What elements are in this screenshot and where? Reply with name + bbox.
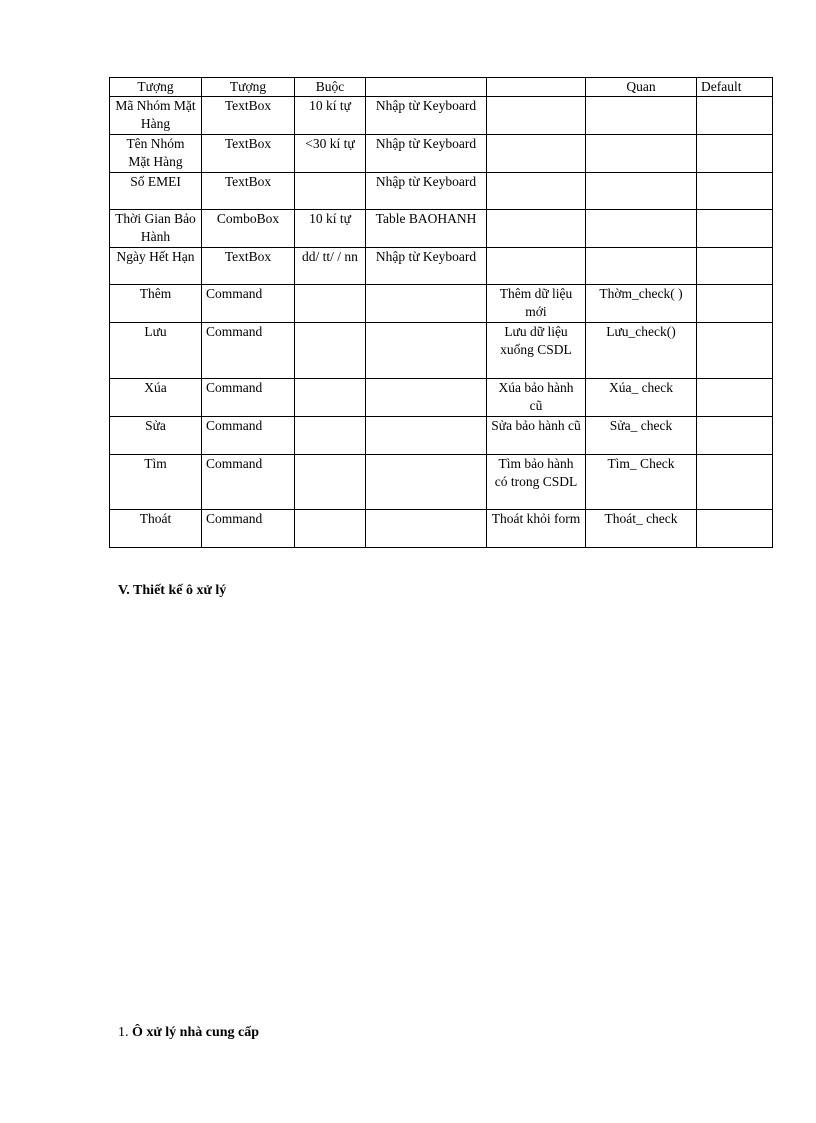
table-cell: Mã Nhóm Mặt Hàng (110, 97, 202, 135)
table-cell: Thời Gian Bảo Hành (110, 210, 202, 248)
table-cell: Command (202, 285, 295, 323)
table-cell: Tên Nhóm Mặt Hàng (110, 135, 202, 173)
table-cell: Command (202, 417, 295, 455)
table-cell (295, 455, 366, 510)
table-cell: Xúa bảo hành cũ (487, 379, 586, 417)
header-cell (366, 78, 487, 97)
table-cell: Command (202, 379, 295, 417)
table-cell: Nhập từ Keyboard (366, 248, 487, 285)
table-cell: Xúa_ check (586, 379, 697, 417)
table-cell: Command (202, 455, 295, 510)
table-row (110, 417, 773, 455)
table-cell: Nhập từ Keyboard (366, 97, 487, 135)
table-cell: Lưu_check() (586, 323, 697, 379)
table-cell (366, 379, 487, 417)
table-cell (487, 173, 586, 210)
table-header-row (110, 78, 773, 97)
table-cell (295, 510, 366, 548)
table-cell: ComboBox (202, 210, 295, 248)
subsection-number: 1. (118, 1025, 129, 1040)
table-cell: Số EMEI (110, 173, 202, 210)
table-cell (586, 135, 697, 173)
table-cell (697, 173, 773, 210)
table-cell: 10 kí tự (295, 97, 366, 135)
table-cell: TextBox (202, 248, 295, 285)
subsection-title: Ô xử lý nhà cung cấp (132, 1025, 260, 1040)
table-cell (295, 173, 366, 210)
header-cell: Tượng (110, 78, 202, 97)
header-cell: Tượng (202, 78, 295, 97)
table-cell (697, 455, 773, 510)
table-cell (295, 379, 366, 417)
table-row (110, 248, 773, 285)
table-cell (487, 97, 586, 135)
table-cell (366, 417, 487, 455)
table-row (110, 285, 773, 323)
table-cell: Thêm dữ liệu mới (487, 285, 586, 323)
table-cell: Lưu (110, 323, 202, 379)
table-row (110, 210, 773, 248)
table-cell: Command (202, 323, 295, 379)
table-cell (697, 417, 773, 455)
table-cell: TextBox (202, 97, 295, 135)
table-cell (697, 379, 773, 417)
table-cell: Sửa bảo hành cũ (487, 417, 586, 455)
table-cell: Command (202, 510, 295, 548)
header-cell (487, 78, 586, 97)
table-cell (366, 323, 487, 379)
header-cell: Quan (586, 78, 697, 97)
table-cell (487, 248, 586, 285)
table-cell (586, 97, 697, 135)
header-cell: Buộc (295, 78, 366, 97)
table-cell: Thêm (110, 285, 202, 323)
spec-table (109, 77, 773, 548)
table-cell (697, 285, 773, 323)
table-cell (697, 510, 773, 548)
table-cell: 10 kí tự (295, 210, 366, 248)
subsection-heading (118, 1025, 259, 1041)
table-cell (487, 210, 586, 248)
table-cell: Sửa_ check (586, 417, 697, 455)
table-row (110, 97, 773, 135)
table-cell: Thờm_check( ) (586, 285, 697, 323)
table-row (110, 323, 773, 379)
table-row (110, 379, 773, 417)
table-cell (586, 248, 697, 285)
table-cell (586, 210, 697, 248)
table-cell: Thoát (110, 510, 202, 548)
table-cell (295, 285, 366, 323)
section-heading: V. Thiết kế ô xử lý (118, 583, 227, 598)
table-cell: <30 kí tự (295, 135, 366, 173)
table-cell (586, 173, 697, 210)
table-cell (697, 248, 773, 285)
table-cell: Ngày Hết Hạn (110, 248, 202, 285)
table-row (110, 510, 773, 548)
header-cell: Default (697, 78, 773, 97)
table-row (110, 135, 773, 173)
table-cell: Tìm (110, 455, 202, 510)
table-row (110, 455, 773, 510)
table-cell: Thoát_ check (586, 510, 697, 548)
table-cell (366, 510, 487, 548)
table-cell (697, 135, 773, 173)
table-cell (697, 323, 773, 379)
table-row (110, 173, 773, 210)
table-cell (295, 323, 366, 379)
table-cell (295, 417, 366, 455)
table-cell (366, 285, 487, 323)
table-cell: Tìm bảo hành có trong CSDL (487, 455, 586, 510)
table-cell: TextBox (202, 173, 295, 210)
table-cell (487, 135, 586, 173)
table-cell: Nhập từ Keyboard (366, 173, 487, 210)
table-cell: Tìm_ Check (586, 455, 697, 510)
table-cell: Xúa (110, 379, 202, 417)
table-cell: Sửa (110, 417, 202, 455)
table-cell: dd/ tt/ / nn (295, 248, 366, 285)
table-cell: TextBox (202, 135, 295, 173)
table-cell: Lưu dữ liệu xuống CSDL (487, 323, 586, 379)
table-cell: Table BAOHANH (366, 210, 487, 248)
table-cell: Nhập từ Keyboard (366, 135, 487, 173)
table-cell: Thoát khỏi form (487, 510, 586, 548)
table-cell (697, 97, 773, 135)
table-cell (366, 455, 487, 510)
table-cell (697, 210, 773, 248)
